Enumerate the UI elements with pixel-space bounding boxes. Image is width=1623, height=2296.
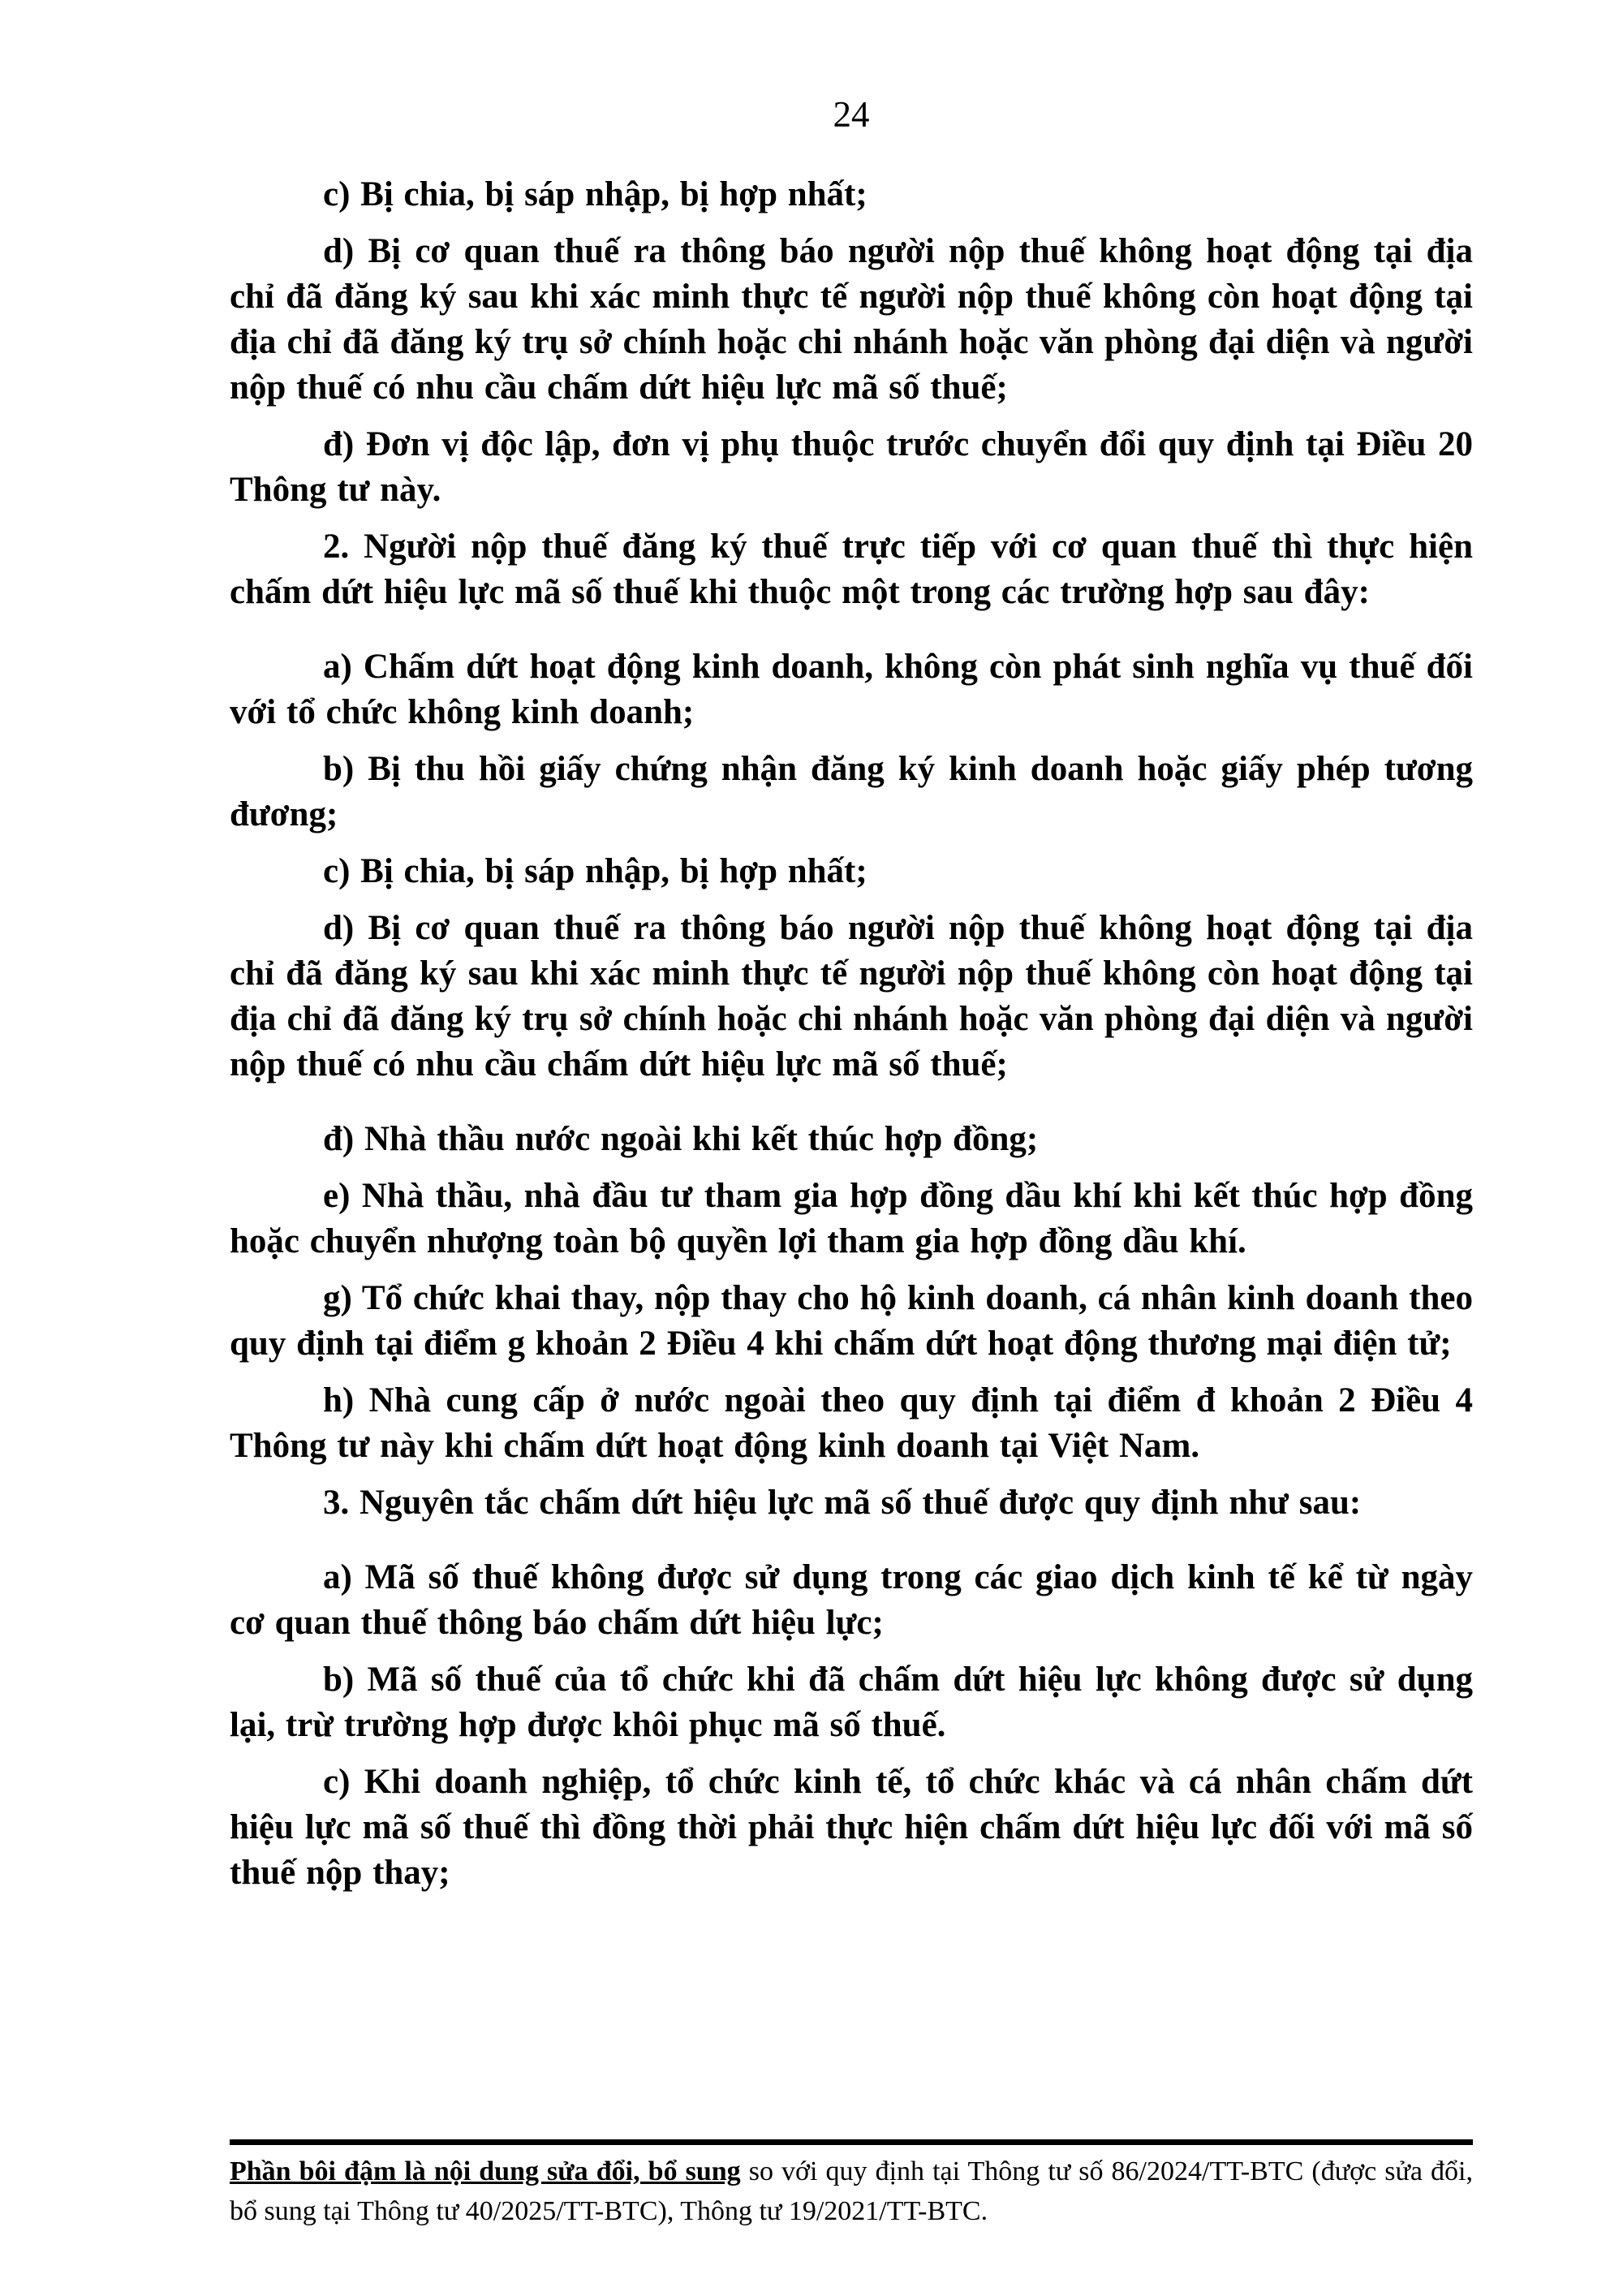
paragraph-point-a2: a) Chấm dứt hoạt động kinh doanh, không còn phát sinh nghĩa vụ thuế đối với tổ chức không kinh doanh; — [230, 648, 1473, 731]
paragraph-clause-3: 3. Nguyên tắc chấm dứt hiệu lực mã số thuế được quy định như sau: — [323, 1484, 1362, 1522]
footnote-section — [230, 2139, 1473, 2231]
footnote — [230, 2152, 1473, 2231]
paragraph-point-g2: g) Tổ chức khai thay, nộp thay cho hộ kinh doanh, cá nhân kinh doanh theo quy định tại điểm g khoản 2 Điều 4 khi chấm dứt hoạt động thương mại điện tử; — [230, 1279, 1473, 1363]
paragraph-point-a3: a) Mã số thuế không được sử dụng trong các giao dịch kinh tế kể từ ngày cơ quan thuế thông báo chấm dứt hiệu lực; — [230, 1558, 1473, 1642]
paragraph-point-c1: c) Bị chia, bị sáp nhập, bị hợp nhất; — [323, 175, 867, 213]
footnote-separator — [230, 2139, 1473, 2145]
paragraph-point-h2: h) Nhà cung cấp ở nước ngoài theo quy định tại điểm đ khoản 2 Điều 4 Thông tư này khi chấm dứt hoạt động kinh doanh tại Việt Nam. — [230, 1381, 1473, 1465]
paragraph-point-b3: b) Mã số thuế của tổ chức khi đã chấm dứt hiệu lực không được sử dụng lại, trừ trường hợp được khôi phục mã số thuế. — [230, 1661, 1473, 1744]
paragraph-point-e2: e) Nhà thầu, nhà đầu tư tham gia hợp đồng dầu khí khi kết thúc hợp đồng hoặc chuyển nhượng toàn bộ quyền lợi tham gia hợp đồng dầu khí. — [230, 1177, 1473, 1260]
paragraph-point-c3: c) Khi doanh nghiệp, tổ chức kinh tế, tổ chức khác và cá nhân chấm dứt hiệu lực mã số thuế thì đồng thời phải thực hiện chấm dứt hiệu lực đối với mã số thuế nộp thay; — [230, 1763, 1473, 1892]
paragraph-point-b2: b) Bị thu hồi giấy chứng nhận đăng ký kinh doanh hoặc giấy phép tương đương; — [230, 750, 1473, 834]
footnote-text: so với quy định tại Thông tư số 86/2024/TT-BTC (được sửa đổi, bổ sung tại Thông tư 40/2025/TT-BTC), Thông tư 19/2021/TT-BTC. — [230, 2156, 1474, 2226]
paragraph-point-c2: c) Bị chia, bị sáp nhập, bị hợp nhất; — [323, 852, 867, 890]
paragraph-point-dd1: đ) Đơn vị độc lập, đơn vị phụ thuộc trước chuyển đổi quy định tại Điều 20 Thông tư này. — [230, 425, 1473, 509]
paragraph-clause-2: 2. Người nộp thuế đăng ký thuế trực tiếp với cơ quan thuế thì thực hiện chấm dứt hiệu lực mã số thuế khi thuộc một trong các trường hợp sau đây: — [230, 528, 1473, 611]
footnote-emphasis: Phần bôi đậm là nội dung sửa đổi, bổ sung — [230, 2156, 741, 2186]
paragraph-point-d1: d) Bị cơ quan thuế ra thông báo người nộp thuế không hoạt động tại địa chỉ đã đăng ký sau khi xác minh thực tế người nộp thuế không còn hoạt động tại địa chỉ đã đăng ký trụ sở chính hoặc chi nhánh hoặc văn phòng đại diện và người nộp thuế có nhu cầu chấm dứt hiệu lực mã số thuế; — [230, 232, 1473, 407]
paragraph-point-d2: d) Bị cơ quan thuế ra thông báo người nộp thuế không hoạt động tại địa chỉ đã đăng ký sau khi xác minh thực tế người nộp thuế không còn hoạt động tại địa chỉ đã đăng ký trụ sở chính hoặc chi nhánh hoặc văn phòng đại diện và người nộp thuế có nhu cầu chấm dứt hiệu lực mã số thuế; — [230, 909, 1473, 1083]
paragraph-point-dd2: đ) Nhà thầu nước ngoài khi kết thúc hợp đồng; — [323, 1120, 1039, 1158]
document-body — [230, 172, 1473, 1907]
page-number: 24 — [833, 94, 870, 135]
